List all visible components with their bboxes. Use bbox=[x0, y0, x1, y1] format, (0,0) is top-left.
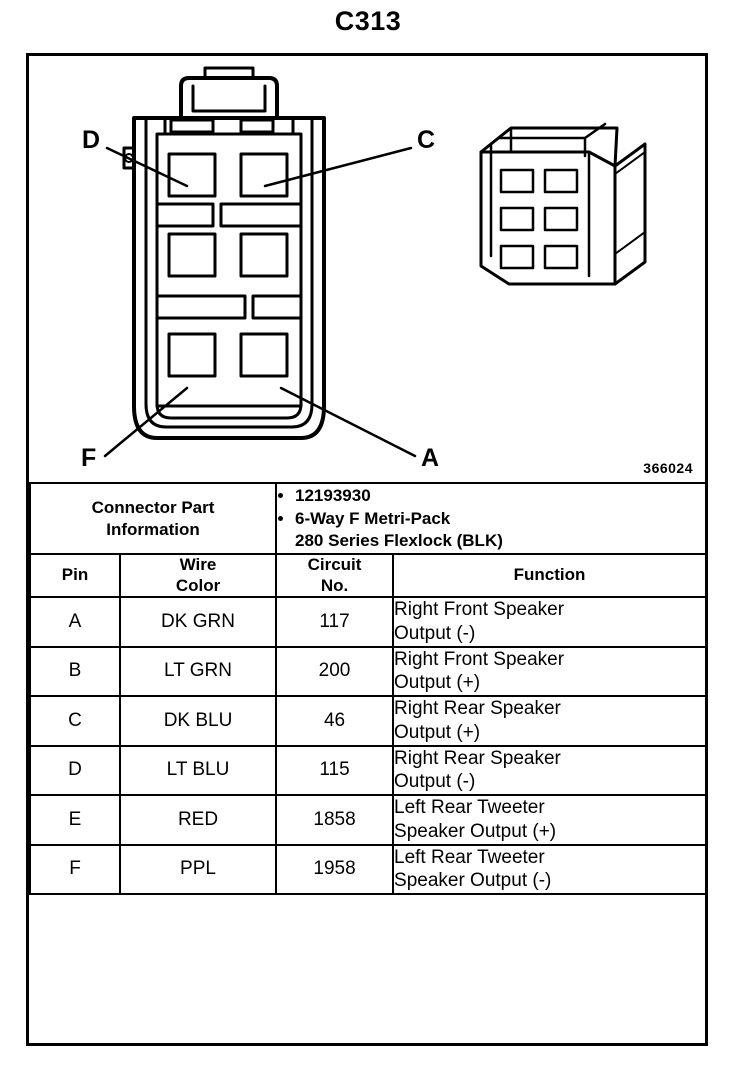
row-function bbox=[393, 647, 706, 697]
row-function-line1: Right Rear Speaker bbox=[394, 747, 561, 769]
row-pin: F bbox=[30, 845, 120, 895]
connector-illustration bbox=[29, 56, 705, 482]
connector-description bbox=[295, 508, 705, 552]
header-wire-color bbox=[120, 554, 276, 597]
row-wire-color: LT GRN bbox=[120, 647, 276, 697]
table-row bbox=[30, 845, 706, 895]
connector-part-number: • 12193930 bbox=[295, 485, 705, 507]
connector-part-information-row bbox=[30, 483, 706, 554]
row-wire-color: DK BLU bbox=[120, 696, 276, 746]
row-circuit-no: 200 bbox=[276, 647, 393, 697]
row-function-line1: Right Front Speaker bbox=[394, 648, 565, 670]
row-function-line2: Output (-) bbox=[394, 622, 476, 644]
row-circuit-no: 1958 bbox=[276, 845, 393, 895]
header-wire-line2: Color bbox=[175, 575, 221, 595]
row-pin: A bbox=[30, 597, 120, 647]
row-function bbox=[393, 696, 706, 746]
art-number: 366024 bbox=[643, 460, 693, 476]
connector-description-line2: 280 Series Flexlock (BLK) bbox=[295, 531, 503, 551]
header-function: Function bbox=[393, 554, 706, 597]
row-function bbox=[393, 597, 706, 647]
row-circuit-no: 1858 bbox=[276, 795, 393, 845]
row-function-line2: Output (+) bbox=[394, 672, 481, 694]
row-function-line1: Right Front Speaker bbox=[394, 599, 565, 621]
row-circuit-no: 117 bbox=[276, 597, 393, 647]
row-wire-color: LT BLU bbox=[120, 746, 276, 796]
row-function-line1: Left Rear Tweeter bbox=[394, 797, 545, 819]
header-circuit-line1: Circuit bbox=[307, 555, 362, 575]
row-circuit-no: 46 bbox=[276, 696, 393, 746]
cpi-label-line1: Connector Part bbox=[91, 498, 215, 518]
row-function-line2: Speaker Output (-) bbox=[394, 870, 552, 892]
row-function bbox=[393, 746, 706, 796]
table-header-row bbox=[30, 554, 706, 597]
row-wire-color: RED bbox=[120, 795, 276, 845]
cpi-label-line2: Information bbox=[106, 519, 200, 539]
callout-f: F bbox=[81, 444, 97, 472]
table-row bbox=[30, 746, 706, 796]
table-row bbox=[30, 795, 706, 845]
connector-part-information-label bbox=[30, 483, 276, 554]
row-pin: E bbox=[30, 795, 120, 845]
row-function-line2: Speaker Output (+) bbox=[394, 820, 557, 842]
row-function-line1: Right Rear Speaker bbox=[394, 698, 561, 720]
pinout-table-wrap bbox=[29, 482, 705, 1043]
table-row bbox=[30, 647, 706, 697]
callout-c: C bbox=[417, 126, 436, 154]
row-pin: D bbox=[30, 746, 120, 796]
row-function-line2: Output (-) bbox=[394, 771, 476, 793]
header-wire-line1: Wire bbox=[179, 555, 217, 575]
callout-a: A bbox=[421, 444, 440, 472]
table-row bbox=[30, 597, 706, 647]
header-circuit-no bbox=[276, 554, 393, 597]
row-pin: B bbox=[30, 647, 120, 697]
connector-part-information-value bbox=[276, 483, 706, 554]
pinout-table bbox=[29, 482, 707, 895]
row-pin: C bbox=[30, 696, 120, 746]
row-circuit-no: 115 bbox=[276, 746, 393, 796]
row-function bbox=[393, 845, 706, 895]
table-row bbox=[30, 696, 706, 746]
callout-d: D bbox=[82, 126, 101, 154]
connector-description-line1: 6-Way F Metri-Pack bbox=[295, 509, 451, 529]
row-wire-color: PPL bbox=[120, 845, 276, 895]
row-function-line1: Left Rear Tweeter bbox=[394, 846, 545, 868]
header-circuit-line2: No. bbox=[320, 575, 349, 595]
row-function bbox=[393, 795, 706, 845]
row-wire-color: DK GRN bbox=[120, 597, 276, 647]
page-title: C313 bbox=[334, 6, 402, 36]
row-function-line2: Output (+) bbox=[394, 721, 481, 743]
header-pin: Pin bbox=[30, 554, 120, 597]
